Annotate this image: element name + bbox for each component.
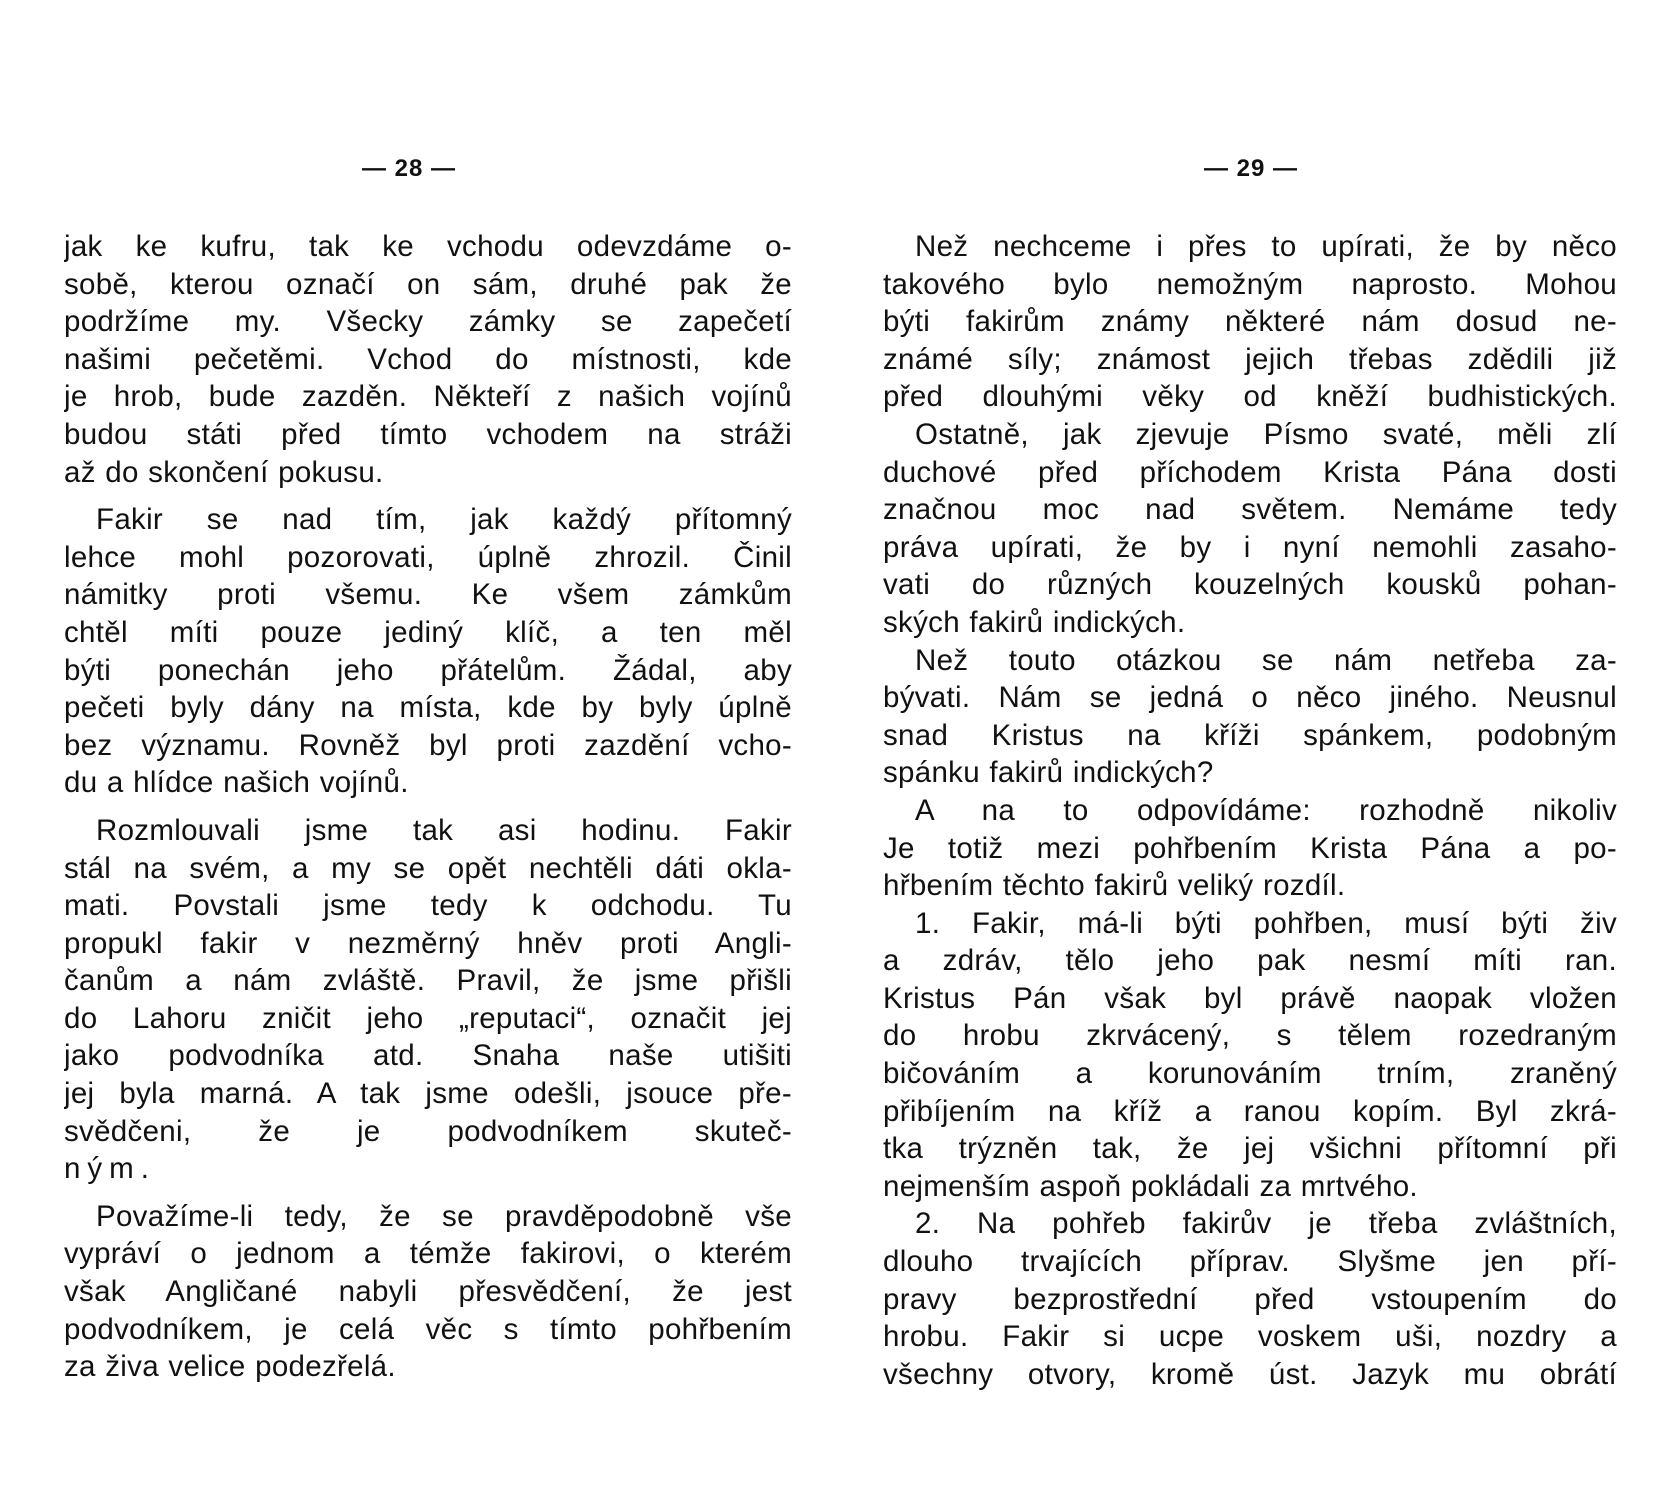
text-line: vati do různých kouzelných kousků pohan- [883, 568, 1617, 602]
right-page-text [883, 228, 1617, 1393]
text-line: Než touto otázkou se nám netřeba za- [915, 643, 1617, 677]
text-line: dlouho trvajících příprav. Slyšme jen pří- [883, 1245, 1617, 1279]
text-line: spánku fakirů indických? [883, 756, 1214, 790]
text-line: značnou moc nad světem. Nemáme tedy [883, 493, 1617, 527]
text-line: známé síly; známost jejich třebas zdědili již [883, 342, 1617, 376]
text-line: stál na svém, a my se opět nechtěli dáti okla- [64, 851, 792, 885]
text-line: A na to odpovídáme: rozhodně nikoliv [915, 793, 1617, 827]
text-line: duchové před příchodem Krista Pána dosti [883, 455, 1617, 489]
text-line: do Lahoru zničit jeho „reputaci“, označit jej [64, 1001, 792, 1035]
text-line: ských fakirů indických. [883, 605, 1186, 639]
text-line: všechny otvory, kromě úst. Jazyk mu obrátí [883, 1357, 1617, 1391]
text-line: jak ke kufru, tak ke vchodu odevzdáme o- [64, 230, 792, 263]
text-line: hřbením těchto fakirů veliký rozdíl. [883, 869, 1346, 903]
text-line: propukl fakir v nezměrný hněv proti Angli- [64, 926, 792, 960]
text-line: du a hlídce našich vojínů. [64, 766, 409, 800]
text-line: bičováním a korunováním trním, zraněný [883, 1057, 1617, 1091]
text-line: podvodníkem, je celá věc s tímto pohřbením [64, 1312, 792, 1346]
text-line: až do skončení pokusu. [64, 455, 384, 489]
text-line: přibíjením na kříž a ranou kopím. Byl zkrá- [883, 1094, 1617, 1128]
text-line: býti fakirům známy některé nám dosud ne- [883, 305, 1617, 339]
text-line: pravy bezprostřední před vstoupením do [883, 1282, 1617, 1316]
text-line: jako podvodníka atd. Snaha naše utišiti [64, 1039, 792, 1073]
text-line: za živa velice podezřelá. [64, 1350, 396, 1384]
text-line: budou státi před tímto vchodem na stráži [64, 417, 792, 451]
text-line: podržíme my. Všecky zámky se zapečetí [64, 305, 792, 339]
text-line: hrobu. Fakir si ucpe voskem uši, nozdry a [883, 1320, 1617, 1354]
text-line: tka trýzněn tak, že jej všichni přítomní při [883, 1132, 1617, 1166]
text-line: býti ponechán jeho přátelům. Žádal, aby [64, 653, 792, 687]
text-line: však Angličané nabyli přesvědčení, že jest [64, 1275, 792, 1309]
text-line: před dlouhými věky od kněží budhistických. [883, 380, 1617, 414]
page-number-29: — 29 — [1204, 155, 1299, 182]
text-line: svědčeni, že je podvodníkem skuteč- [64, 1114, 792, 1148]
text-line: práva upírati, že by i nyní nemohli zasaho- [883, 530, 1617, 564]
text-line: Než nechceme i přes to upírati, že by něco [915, 230, 1617, 263]
text-line: Kristus Pán však byl právě naopak vložen [883, 981, 1617, 1015]
page-number-28: — 28 — [362, 155, 457, 182]
text-line: snad Kristus na kříži spánkem, podobným [883, 718, 1617, 752]
text-line: do hrobu zkrvácený, s tělem rozedraným [883, 1019, 1617, 1053]
right-page [836, 0, 1672, 1501]
text-line: čanům a nám zvláště. Pravil, že jsme přišli [64, 964, 792, 998]
text-line: 1. Fakir, má-li býti pohřben, musí býti živ [915, 906, 1617, 940]
text-line: bývati. Nám se jedná o něco jiného. Neusnul [883, 681, 1617, 715]
text-line: chtěl míti pouze jediný klíč, a ten měl [64, 615, 792, 649]
text-line: Považíme-li tedy, že se pravděpodobně vše [96, 1199, 792, 1233]
text-line: ným. [64, 1152, 156, 1186]
text-line: mati. Povstali jsme tedy k odchodu. Tu [64, 889, 792, 923]
text-line: je hrob, bude zazděn. Někteří z našich vojínů [64, 380, 792, 414]
text-line: bez významu. Rovněž byl proti zazdění vcho- [64, 728, 792, 762]
text-line: Ostatně, jak zjevuje Písmo svaté, měli zlí [915, 417, 1617, 451]
text-line: takového bylo nemožným naprosto. Mohou [883, 267, 1617, 301]
text-line: vypráví o jednom a témže fakirovi, o kterém [64, 1237, 792, 1271]
text-line: a zdráv, tělo jeho pak nesmí míti ran. [883, 944, 1617, 978]
text-line: Fakir se nad tím, jak každý přítomný [96, 503, 792, 537]
text-line: našimi pečetěmi. Vchod do místnosti, kde [64, 342, 792, 376]
text-line: sobě, kterou označí on sám, druhé pak že [64, 267, 792, 301]
text-line: námitky proti všemu. Ke všem zámkům [64, 578, 792, 612]
text-line: 2. Na pohřeb fakirův je třeba zvláštních, [915, 1207, 1617, 1241]
text-line: pečeti byly dány na místa, kde by byly úplně [64, 691, 792, 725]
text-line: jej byla marná. A tak jsme odešli, jsouce pře- [64, 1077, 792, 1111]
left-page-text [64, 228, 792, 1386]
text-line: nejmenším aspoň pokládali za mrtvého. [883, 1169, 1418, 1203]
text-line: lehce mohl pozorovati, úplně zhrozil. Činil [64, 540, 792, 574]
text-line: Rozmlouvali jsme tak asi hodinu. Fakir [96, 813, 792, 847]
text-line: Je totiž mezi pohřbením Krista Pána a po- [883, 831, 1617, 865]
